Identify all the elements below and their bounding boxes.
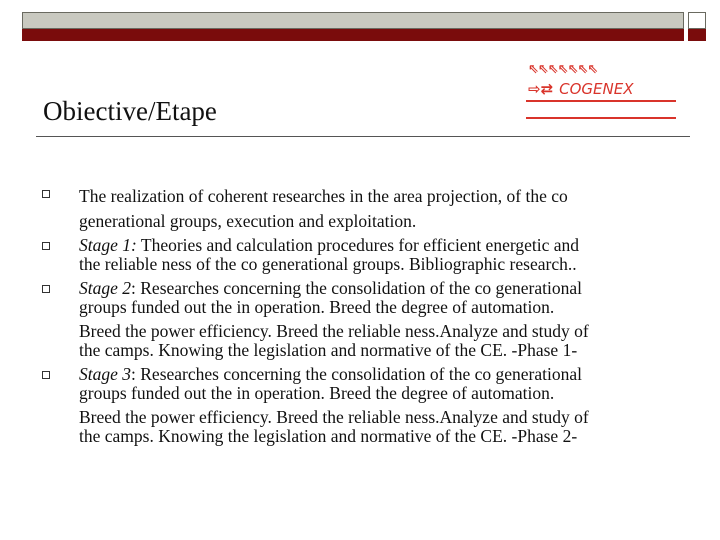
item-line: Breed the power efficiency. Breed the reliable ness.Analyze and study of xyxy=(79,321,589,341)
cogenex-logo xyxy=(526,60,676,122)
item-line: the camps. Knowing the legislation and normative of the CE. -Phase 2- xyxy=(79,426,578,446)
top-decorative-bar xyxy=(22,12,684,29)
item-first-line xyxy=(79,365,682,384)
list-item xyxy=(42,279,682,360)
list-item xyxy=(42,236,682,274)
item-line: groups funded out the in operation. Breed the degree of automation. xyxy=(79,383,555,403)
item-line: The realization of coherent researches in the area projection, of the co xyxy=(79,186,568,206)
item-line: Theories and calculation procedures for efficient energetic and xyxy=(136,235,580,255)
logo-rule-top xyxy=(526,100,676,102)
logo-mark-icon: ⇨⇄ xyxy=(528,80,554,98)
list-item xyxy=(42,365,682,446)
slide-title: Obiective/Etape xyxy=(43,96,217,126)
item-line: : Researches concerning the consolidation of the co generational xyxy=(131,364,582,384)
stage-label: Stage 2 xyxy=(79,278,132,298)
item-line: the reliable ness of the co generational groups. Bibliographic research.. xyxy=(79,254,577,274)
corner-square-light xyxy=(688,12,706,29)
item-line: Breed the power efficiency. Breed the reliable ness.Analyze and study of xyxy=(79,407,589,427)
square-bullet-icon xyxy=(42,190,50,198)
accent-bar xyxy=(22,29,684,41)
item-first-line xyxy=(79,236,682,255)
stage-label: Stage 1: xyxy=(79,235,137,255)
stage-label: Stage 3 xyxy=(79,364,132,384)
list-item xyxy=(42,184,682,234)
item-line: groups funded out the in operation. Breed the degree of automation. xyxy=(79,297,555,317)
square-bullet-icon xyxy=(42,285,50,293)
square-bullet-icon xyxy=(42,242,50,250)
logo-name: COGENEX xyxy=(559,80,634,98)
logo-arrows-icon: ⇖⇖⇖⇖⇖⇖⇖ xyxy=(528,62,598,77)
item-line: : Researches concerning the consolidation of the co generational xyxy=(131,278,582,298)
item-line: the camps. Knowing the legislation and normative of the CE. -Phase 1- xyxy=(79,340,578,360)
logo-wordmark xyxy=(528,80,634,98)
title-underline xyxy=(36,136,690,137)
item-first-line xyxy=(79,279,682,298)
item-line: generational groups, execution and exploitation. xyxy=(79,211,417,231)
corner-square-dark xyxy=(688,29,706,41)
square-bullet-icon xyxy=(42,371,50,379)
logo-rule-bottom xyxy=(526,117,676,119)
bullet-list xyxy=(42,184,682,446)
